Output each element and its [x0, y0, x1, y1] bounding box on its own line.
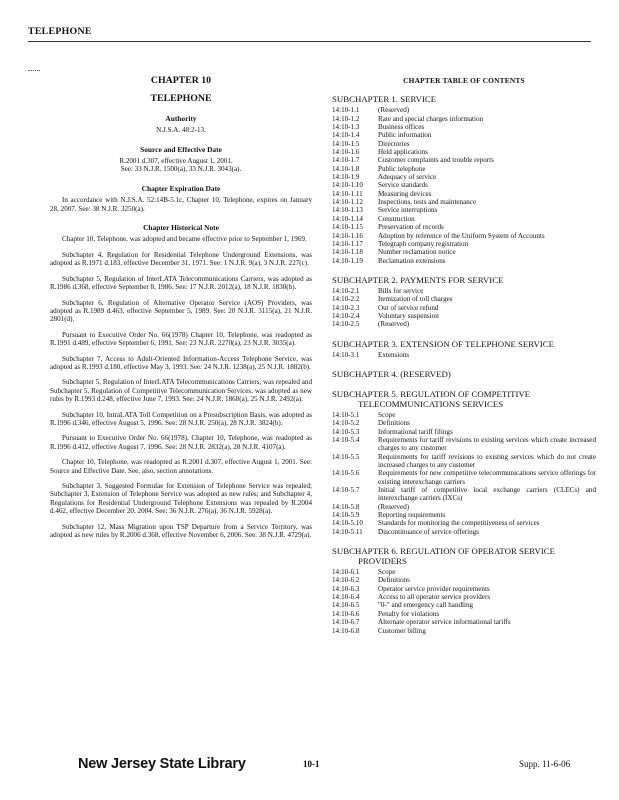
section-number: 14:10-2.5 [332, 320, 360, 329]
section-number: 14:10-5.4 [332, 435, 360, 444]
toc-entry [332, 312, 596, 320]
history-paragraph: Chapter 10, Telephone, was adopted and became effective prior to September 1, 1969. [62, 235, 307, 244]
history-paragraph: Chapter 10, Telephone, was readopted as R.2001 d.307, effective August 1, 2001. See: Source and Effective Date. See, also, section annotations. [50, 458, 312, 475]
section-number: 14:10-1.16 [332, 231, 363, 240]
section-title: Definitions [378, 576, 410, 585]
toc-entry [332, 131, 596, 139]
subchapter-heading [332, 339, 596, 349]
toc-entry [332, 511, 596, 519]
subchapter-heading-text: SUBCHAPTER 2. PAYMENTS FOR SERVICE [332, 274, 504, 285]
section-title: "0-" and emergency call handling [378, 601, 474, 610]
toc-entry [332, 351, 596, 359]
section-number: 14:10-1.9 [332, 173, 360, 182]
section-number: 14:10-5.2 [332, 419, 360, 428]
source-line-2: See: 33 N.J.R. 1500(a), 33 N.J.R. 3043(a). [120, 165, 242, 174]
toc-entry [332, 503, 596, 511]
toc-entry [332, 519, 596, 527]
section-number: 14:10-1.1 [332, 106, 360, 115]
subchapter-heading-cont: PROVIDERS [358, 556, 407, 567]
toc-entry [332, 528, 596, 536]
section-number: 14:10-5.8 [332, 502, 360, 511]
section-number: 14:10-2.2 [332, 295, 360, 304]
section-number: 14:10-1.14 [332, 214, 363, 223]
toc-entry [332, 428, 596, 436]
section-title: Extensions [378, 350, 410, 359]
section-number: 14:10-5.3 [332, 427, 360, 436]
toc-entry [332, 140, 596, 148]
section-number: 14:10-5.7 [332, 486, 360, 495]
subchapter-heading-text: SUBCHAPTER 6. REGULATION OF OPERATOR SERVICE [332, 546, 555, 557]
toc-entry [332, 627, 596, 635]
section-title: Number reclamation notice [378, 248, 456, 257]
section-number: 14:10-6.8 [332, 626, 360, 635]
subchapter-heading-text: SUBCHAPTER 1. SERVICE [332, 94, 437, 105]
section-number: 14:10-1.6 [332, 148, 360, 157]
history-paragraph: Subchapter 3, Suggested Formulae for Extension of Telephone Service was repealed; Subchapter 3, Extension of Telephone Service was adopted as new rules; and Subchapter 4, Regulations for Residential Underground Telephone Extensions was repealed by R.2004 d.462, effective December 20, 2004. See: 36 N.J.R. 276(a), 36 N.J.R. 5928(a). [50, 482, 312, 516]
toc-entry [332, 123, 596, 131]
section-title: Telegraph company registration [378, 239, 469, 248]
section-title: Preservation of records [378, 223, 444, 232]
section-number: 14:10-2.1 [332, 286, 360, 295]
section-number: 14:10-2.4 [332, 311, 360, 320]
toc-entry [332, 232, 596, 240]
history-paragraph: Subchapter 4, Regulation for Residential Telephone Underground Extensions, was adopted as R.1971 d.183, effective December 31, 1971. See: 1 N.J.R. 9(a), 3 N.J.R. 227(c). [50, 250, 312, 268]
section-title: Customer billing [378, 626, 426, 635]
section-title: Definitions [378, 419, 410, 428]
section-title: (Reserved) [378, 106, 410, 115]
expiration-heading: Chapter Expiration Date [141, 183, 221, 193]
footer-supplement: Supp. 11-6-06 [519, 759, 571, 769]
toc-entry [332, 320, 596, 328]
section-title: Requirements for tariff revisions to existing services which create increased charges to any customer [378, 435, 596, 453]
toc-entry [332, 190, 596, 198]
section-title: Business offices [378, 123, 425, 132]
authority-heading: Authority [165, 113, 197, 123]
toc-entry [332, 469, 596, 486]
section-title: Bills for service [378, 286, 424, 295]
subchapter-heading [332, 369, 596, 379]
chapter-number: CHAPTER 10 [150, 75, 212, 86]
toc-entry [332, 206, 596, 214]
section-number: 14:10-6.1 [332, 568, 360, 577]
section-number: 14:10-6.7 [332, 618, 360, 627]
section-number: 14:10-2.3 [332, 303, 360, 312]
section-number: 14:10-1.7 [332, 156, 360, 165]
history-paragraph: Subchapter 12, Mass Migration upon TSP Departure from a Service Territory, was adopted as new rules by R.2006 d.368, effective November 6, 2006. See: 38 N.J.R. 4729(a). [50, 522, 312, 540]
section-number: 14:10-6.6 [332, 609, 360, 618]
toc-entry [332, 453, 596, 470]
history-paragraph: Pursuant to Executive Order No. 66(1978), Chapter 10, Telephone, was readopted as R.1996 d.412, effective August 7, 1996. See: 28 N.J.R. 2832(a), 28 N.J.R. 4107(a). [50, 434, 312, 451]
section-title: Operator service provider requirements [378, 584, 490, 593]
subchapter-heading [332, 275, 596, 285]
section-title: Service standards [378, 181, 428, 190]
toc-entry [332, 115, 596, 123]
section-list [332, 411, 596, 536]
history-notes [50, 235, 312, 539]
history-paragraph: Subchapter 5, Regulation of InterLATA Telecommunications Carriers, was repealed and Subchapter 5, Regulation of Competitive Telecommunication Services, was adopted as new rules by R.1993 d.248, effective June 7, 1993. See: 24 N.J.R. 1868(a), 25 N.J.R. 2492(a). [50, 378, 312, 404]
section-title: Out of service refund [378, 303, 439, 312]
toc-entry [332, 287, 596, 295]
section-title: Alternate operator service informational tariffs [378, 618, 511, 627]
toc-entry [332, 106, 596, 114]
section-title: Adequacy of service [378, 173, 437, 182]
section-number: 14:10-5.10 [332, 519, 363, 528]
section-title: Itemization of toll charges [378, 295, 453, 304]
authority-text: N.J.S.A. 48:2-13. [156, 126, 206, 135]
table-of-contents [332, 94, 596, 635]
section-list [332, 568, 596, 635]
section-number: 14:10-5.5 [332, 452, 360, 461]
section-title: Penalty for violations [378, 609, 440, 618]
footer-page-number: 10-1 [303, 759, 320, 769]
history-paragraph: Pursuant to Executive Order No. 66(1978) Chapter 10, Telephone, was readopted as R.1991 d.489, effective September 6, 1991. See: 23 N.J.R. 2270(a), 23 N.J.R. 3035(a). [50, 330, 312, 348]
section-title: Construction [378, 214, 415, 223]
section-number: 14:10-5.11 [332, 527, 363, 536]
section-number: 14:10-1.18 [332, 248, 363, 257]
history-paragraph: Subchapter 10, IntraLATA Toll Competition on a Presubscription Basis, was adopted as R.1996 d.346, effective August 5, 1996. See: 28 N.J.R. 250(a), 28 N.J.R. 3824(b). [50, 410, 312, 427]
section-title: Public telephone [378, 164, 426, 173]
toc-entry [332, 576, 596, 584]
section-title: Adoption by reference of the Uniform System of Accounts [378, 231, 545, 240]
history-paragraph: Subchapter 5, Regulation of InterLATA Telecommunications Carriers, was adopted as R.1986 d.368, effective September 8, 1986. See: 17 N.J.R. 2012(a), 18 N.J.R. 1830(b). [50, 274, 312, 292]
margin-mark [28, 70, 40, 71]
section-title: Standards for monitoring the competitiveness of services [378, 519, 540, 528]
section-number: 14:10-6.2 [332, 576, 360, 585]
section-list [332, 106, 596, 265]
section-number: 14:10-6.4 [332, 593, 360, 602]
toc-entry [332, 248, 596, 256]
section-title: Discontinuance of service offerings [378, 527, 479, 536]
section-title: Reclamation extensions [378, 256, 446, 265]
toc-entry [332, 585, 596, 593]
section-number: 14:10-5.9 [332, 511, 360, 520]
subchapter-heading-text: SUBCHAPTER 3. EXTENSION OF TELEPHONE SERVICE [332, 338, 554, 349]
toc-entry [332, 173, 596, 181]
toc-entry [332, 240, 596, 248]
section-number: 14:10-6.5 [332, 601, 360, 610]
section-number: 14:10-5.1 [332, 410, 360, 419]
chapter-name: TELEPHONE [150, 93, 212, 105]
section-title: Service interruptions [378, 206, 438, 215]
section-title: Access to all operator service providers [378, 593, 491, 602]
section-title: Inspections, tests and maintenance [378, 198, 477, 207]
section-number: 14:10-5.6 [332, 469, 360, 478]
section-title: Requirements for new competitive telecommunications service offerings for existing interexchange carriers [378, 469, 596, 486]
section-title: Voluntary suspension [378, 311, 439, 320]
section-number: 14:10-6.3 [332, 584, 360, 593]
toc-entry [332, 148, 596, 156]
toc-entry [332, 568, 596, 576]
section-number: 14:10-3.1 [332, 350, 360, 359]
history-heading: Chapter Historical Note [143, 223, 219, 233]
section-title: Held applications [378, 148, 428, 157]
toc-title: CHAPTER TABLE OF CONTENTS [403, 76, 525, 85]
section-list [332, 351, 596, 359]
toc-entry [332, 601, 596, 609]
right-column [332, 70, 596, 635]
running-header: TELEPHONE [28, 26, 92, 37]
section-number: 14:10-1.10 [332, 181, 363, 190]
section-number: 14:10-1.11 [332, 189, 363, 198]
section-number: 14:10-1.4 [332, 131, 360, 140]
toc-entry [332, 156, 596, 164]
toc-entry [332, 618, 596, 626]
section-title: Scope [378, 568, 396, 577]
section-number: 14:10-1.2 [332, 114, 360, 123]
section-list [332, 287, 596, 329]
subchapter-heading-cont: TELECOMMUNICATIONS SERVICES [358, 398, 504, 409]
toc-entry [332, 411, 596, 419]
section-title: Customer complaints and trouble reports [378, 156, 494, 165]
section-number: 14:10-1.19 [332, 256, 363, 265]
toc-entry [332, 223, 596, 231]
toc-entry [332, 198, 596, 206]
toc-entry [332, 295, 596, 303]
subchapter-heading-text: SUBCHAPTER 4. (RESERVED) [332, 368, 451, 379]
section-number: 14:10-1.13 [332, 206, 363, 215]
subchapter-heading [332, 546, 596, 566]
section-number: 14:10-1.3 [332, 123, 360, 132]
subchapter-heading-text: SUBCHAPTER 5. REGULATION OF COMPETITIVE [332, 388, 531, 399]
toc-entry [332, 215, 596, 223]
section-number: 14:10-1.15 [332, 223, 363, 232]
toc-entry [332, 165, 596, 173]
source-line-1: R.2001 d.307, effective August 1, 2001. [119, 157, 233, 166]
section-number: 14:10-1.5 [332, 139, 360, 148]
history-paragraph: Subchapter 6, Regulation of Alternative Operator Service (AOS) Providers, was adopted as R.1989 d.463, effective September 5, 1989. See: 20 N.J.R. 3115(a), 21 N.J.R. 2801(d). [50, 298, 312, 324]
toc-entry [332, 304, 596, 312]
section-title: Reporting requirements [378, 511, 446, 520]
footer-library-name: New Jersey State Library [78, 756, 246, 772]
section-title: (Reserved) [378, 320, 410, 329]
section-number: 14:10-1.12 [332, 198, 363, 207]
section-title: Public information [378, 131, 432, 140]
subchapter-heading [332, 389, 596, 409]
section-title: Initial tariff of competitive local exchange carriers (CLECs) and interexchange carriers (IXCs) [378, 486, 596, 503]
section-title: Informational tariff filings [378, 427, 453, 436]
expiration-text: In accordance with N.J.S.A. 52:14B-5.1c, Chapter 10, Telephone, expires on January 28, 2007. See: 38 N.J.R. 3250(a). [50, 196, 312, 213]
toc-entry [332, 181, 596, 189]
section-title: Rate and special charges information [378, 114, 484, 123]
section-title: Directories [378, 139, 410, 148]
section-title: Measuring devices [378, 189, 432, 198]
left-column [50, 70, 312, 539]
section-number: 14:10-1.17 [332, 239, 363, 248]
section-title: Requirements for tariff revisions to existing services which do not create increased charges to any customer [378, 452, 596, 469]
source-heading: Source and Effective Date [140, 144, 222, 154]
toc-entry [332, 593, 596, 601]
toc-entry [332, 436, 596, 453]
toc-entry [332, 610, 596, 618]
section-title: (Reserved) [378, 502, 410, 511]
history-paragraph: Subchapter 7, Access to Adult-Oriented Information-Access Telephone Service, was adopted as R.1993 d.180, effective May 3, 1993. See: 24 N.J.R. 1238(a), 25 N.J.R. 1882(b). [50, 354, 312, 371]
header-rule [28, 41, 591, 42]
toc-entry [332, 257, 596, 265]
section-number: 14:10-1.8 [332, 164, 360, 173]
toc-entry [332, 419, 596, 427]
subchapter-heading [332, 94, 596, 104]
toc-entry [332, 486, 596, 503]
section-title: Scope [378, 410, 396, 419]
